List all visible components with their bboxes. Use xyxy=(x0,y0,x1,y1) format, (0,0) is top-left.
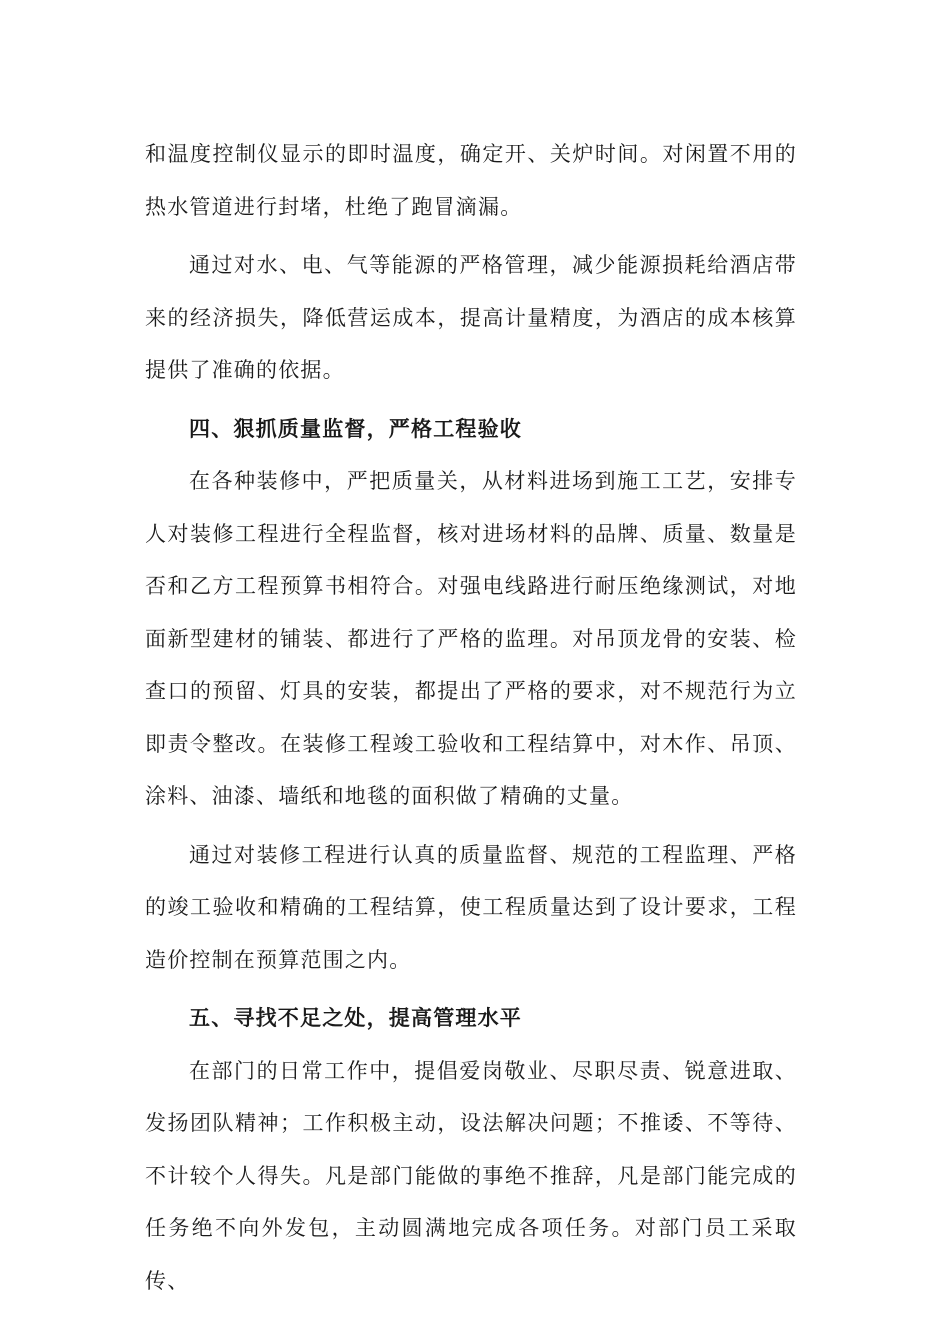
section-heading-management: 五、寻找不足之处，提高管理水平 xyxy=(189,1005,522,1030)
paragraph-decoration-supervision: 在各种装修中，严把质量关，从材料进场到施工工艺，安排专人对装修工程进行全程监督，核对进场材料的品牌、质量、数量是否和乙方工程预算书相符合。对强电线路进行耐压绝缘测试，对地面新型建材的铺装、都进行了严格的监理。对吊顶龙骨的安装、检查口的预留、灯具的安装，都提出了严格的要求，对不规范行为立即责令整改。在装修工程竣工验收和工程结算中，对木作、吊顶、涂料、油漆、墙纸和地毯的面积做了精确的丈量。 xyxy=(145,469,797,808)
paragraph-energy-management: 通过对水、电、气等能源的严格管理，减少能源损耗给酒店带来的经济损失，降低营运成本，提高计量精度，为酒店的成本核算提供了准确的依据。 xyxy=(145,253,797,382)
document-body xyxy=(145,128,797,1307)
paragraph-continued: 和温度控制仪显示的即时温度，确定开、关炉时间。对闲置不用的热水管道进行封堵，杜绝了跑冒滴漏。 xyxy=(145,142,797,219)
paragraph-quality-result: 通过对装修工程进行认真的质量监督、规范的工程监理、严格的竣工验收和精确的工程结算，使工程质量达到了设计要求，工程造价控制在预算范围之内。 xyxy=(145,842,797,972)
paragraph-daily-work: 在部门的日常工作中，提倡爱岗敬业、尽职尽责、锐意进取、发扬团队精神；工作积极主动，设法解决问题；不推诿、不等待、不计较个人得失。凡是部门能做的事绝不推辞，凡是部门能完成的任务绝不向外发包，主动圆满地完成各项任务。对部门员工采取传、 xyxy=(145,1058,797,1293)
section-heading-quality: 四、狠抓质量监督，严格工程验收 xyxy=(189,415,522,441)
